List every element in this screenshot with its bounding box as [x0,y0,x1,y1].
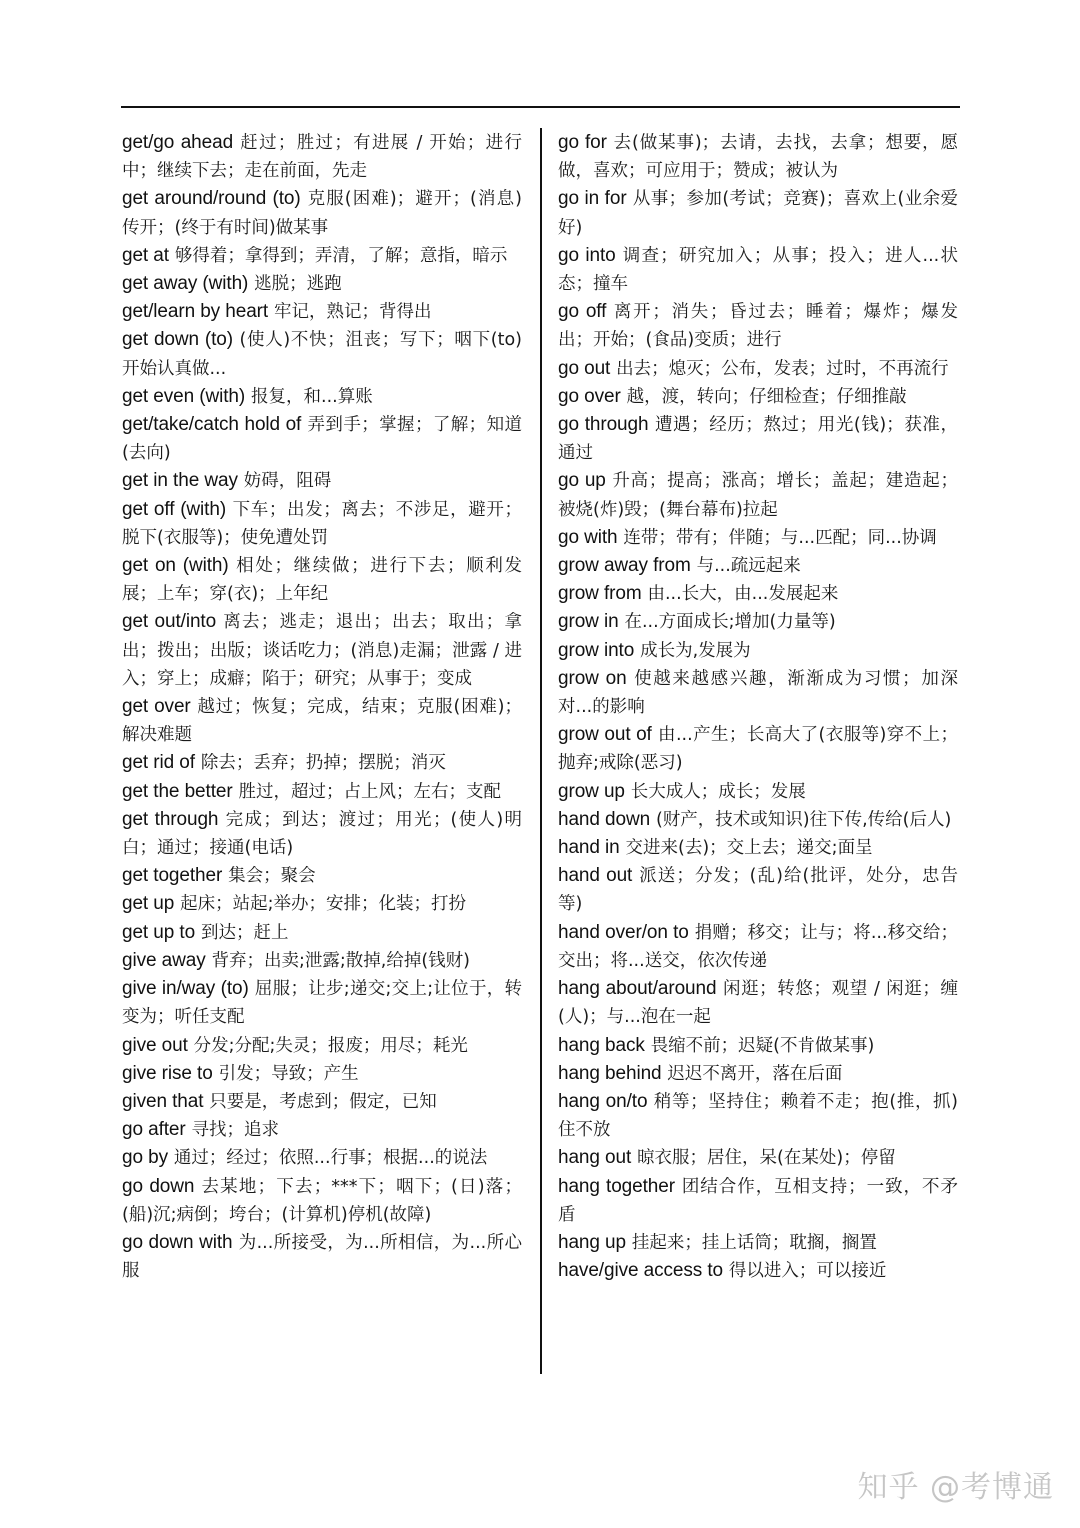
phrase-meaning: 到达；赶上 [200,922,289,943]
phrase-meaning: 挂起来；挂上话筒；耽搁，搁置 [631,1232,877,1253]
phrase-meaning: 由...产生；长高大了(衣服等)穿不上；抛弃;戒除(恶习) [558,725,958,774]
phrase-term: hang on/to [558,1090,648,1112]
phrase-term: grow up [558,780,625,802]
phrase-term: get over [122,696,191,718]
phrase-entry [122,1144,522,1172]
phrase-term: go down with [122,1231,233,1253]
phrase-term: go out [558,357,611,379]
phrase-meaning: 妨碍，阻碍 [243,471,332,492]
phrase-meaning: 为...所接受，为...所相信，为...所心服 [122,1232,522,1282]
phrase-entry [558,185,958,241]
phrase-entry [558,1173,958,1229]
phrase-entry [122,1088,522,1116]
phrase-term: go down [122,1175,195,1197]
phrase-meaning: 团结合作，互相支持；一致，不矛盾 [558,1176,958,1225]
phrase-term: hang up [558,1231,626,1253]
phrase-meaning: 报复，和...算账 [251,386,373,407]
phrase-term: grow on [558,667,627,689]
phrase-entry [122,129,522,185]
phrase-meaning: 牢记，熟记；背得出 [273,302,432,323]
phrase-term: get out/into [122,611,217,633]
phrase-entry [558,806,958,834]
phrase-term: get the better [122,780,233,802]
phrase-entry [558,467,958,523]
phrase-entry [558,411,958,467]
phrase-entry [122,1173,522,1229]
phrase-term: go into [558,244,616,266]
phrase-entry [122,1229,522,1285]
phrase-term: give rise to [122,1062,213,1084]
phrase-meaning: 遭遇；经历；熬过；用光(钱)；获准，通过 [558,415,959,464]
phrase-meaning: 畏缩不前；迟疑(不肯做某事) [650,1035,875,1056]
phrase-term: get/take/catch hold of [122,414,302,436]
phrase-entry [122,975,522,1031]
phrase-entry [122,496,522,552]
phrase-entry [558,355,958,383]
phrase-meaning: 赶过；胜过；有进展 / 开始；进行中；继续下去；走在前面，先走 [122,133,522,182]
phrase-term: give in/way (to) [122,978,249,1000]
phrase-entry [558,552,958,580]
phrase-meaning: 集会；聚会 [228,866,316,887]
phrase-entry [122,608,522,693]
phrase-entry [122,862,522,890]
phrase-term: go for [558,132,607,153]
phrase-entry [558,721,958,777]
phrase-meaning: 除去；丢弃；扔掉；摆脱；消灭 [200,753,446,774]
phrase-term: hand out [558,865,633,887]
phrase-term: give away [122,949,206,971]
phrase-term: have/give access to [558,1260,723,1282]
phrase-meaning: 弄到手；掌握；了解；知道(去向) [122,415,522,464]
phrase-term: get/learn by heart [122,301,269,323]
phrase-entry [558,608,958,636]
phrase-term: get away (with) [122,273,249,295]
phrase-meaning: 长大成人；成长；发展 [630,781,806,802]
top-rule [121,106,960,108]
phrase-meaning: 越，渡，转向；仔细检查；仔细推敲 [626,386,907,407]
phrase-term: go with [558,526,618,548]
phrase-meaning: 越过；恢复；完成，结束；克服(困难)；解决难题 [122,697,523,746]
phrase-term: get together [122,865,223,887]
phrase-term: get at [122,244,169,266]
phrase-entry [122,552,522,608]
phrase-meaning: 通过；经过；依照...行事；根据...的说法 [173,1148,488,1169]
phrase-entry [558,1060,958,1088]
phrase-entry [122,806,522,862]
phrase-meaning: 出去；熄灭；公布，发表；过时，不再流行 [616,358,949,379]
phrase-term: grow out of [558,724,652,746]
phrase-entry [558,298,958,354]
phrase-entry [122,298,522,326]
phrase-entry [558,580,958,608]
phrase-term: get rid of [122,752,195,774]
phrase-entry [122,270,522,298]
phrase-term: hang together [558,1175,675,1197]
phrase-term: hang about/around [558,978,717,1000]
phrase-term: grow from [558,583,642,605]
phrase-entry [558,1088,958,1144]
phrase-entry [558,242,958,298]
phrase-entry [558,637,958,665]
phrase-term: hang back [558,1034,645,1056]
phrase-entry [558,665,958,721]
phrase-meaning: 相处；继续做；进行下去；顺利发展；上车；穿(衣)；上年纪 [122,556,523,605]
phrase-entry [558,862,958,918]
phrase-term: hang behind [558,1062,662,1084]
phrase-meaning: 使越来越感兴趣，渐渐成为习惯；加深对...的影响 [558,668,958,718]
phrase-meaning: 完成；到达；渡过；用光；(使人)明白；通过；接通(电话) [122,809,522,859]
phrase-meaning: 胜过，超过；占上风；左右；支配 [238,781,501,802]
phrase-entry [122,947,522,975]
phrase-term: go over [558,385,621,407]
phrase-meaning: 与...疏远起来 [696,556,801,577]
phrase-meaning: 在...方面成长;增加(力量等) [624,612,836,633]
phrase-entry [558,129,958,185]
phrase-term: get/go ahead [122,132,234,153]
phrase-entry [122,890,522,918]
phrase-meaning: 离去；逃走；退出；出去；取出；拿出；拨出；出版；谈话吃力；(消息)走漏；泄露 / 进入；穿上；成癖；陷于；研究；从事于；变成 [122,612,522,689]
phrase-entry [558,919,958,975]
phrase-entry [558,975,958,1031]
phrase-entry [558,383,958,411]
phrase-term: get on (with) [122,555,229,577]
phrase-term: grow in [558,611,619,633]
phrase-term: go off [558,301,607,323]
phrase-term: hand in [558,837,620,859]
phrase-entry [122,1032,522,1060]
phrase-entry [122,1116,522,1144]
phrase-entry [122,693,522,749]
phrase-entry [122,467,522,495]
phrase-term: grow away from [558,555,691,577]
phrase-term: hand over/on to [558,921,689,943]
phrase-entry [122,411,522,467]
phrase-meaning: (财产，技术或知识)往下传,传给(后人) [655,809,952,830]
phrase-meaning: 起床；站起;举办；安排；化装；打扮 [180,894,467,915]
phrase-meaning: 逃脱；逃跑 [254,274,342,295]
phrase-term: go in for [558,188,627,210]
phrase-entry [558,834,958,862]
phrase-term: grow into [558,639,635,661]
column-divider [540,128,542,1374]
phrase-meaning: 克服(困难)；避开；(消息)传开；(终于有时间)做某事 [122,189,522,238]
phrase-entry [558,1229,958,1257]
phrase-meaning: 去(做某事)；去请，去找，去拿；想要，愿做，喜欢；可应用于；赞成；被认为 [558,133,958,182]
phrase-term: go after [122,1119,186,1141]
phrase-term: go by [122,1147,168,1169]
phrase-meaning: (使人)不快；沮丧；写下；咽下(to)开始认真做... [122,330,522,379]
phrase-entry [122,185,522,241]
phrase-meaning: 捐赠；移交；让与；将...移交给；交出；将...送交，依次传递 [558,922,958,971]
phrase-meaning: 下车；出发；离去；不涉足，避开；脱下(衣服等)；使免遭处罚 [122,499,523,548]
phrase-term: hand down [558,808,651,830]
phrase-entry [122,242,522,270]
phrase-meaning: 迟迟不离开，落在后面 [667,1063,843,1084]
phrase-term: get in the way [122,470,238,492]
phrase-meaning: 只要是，考虑到；假定，已知 [209,1091,437,1112]
phrase-entry [122,326,522,382]
phrase-entry [122,919,522,947]
phrase-term: get around/round (to) [122,188,301,210]
phrase-meaning: 成长为,发展为 [640,640,751,661]
phrase-meaning: 够得着；拿得到；弄清，了解；意指，暗示 [174,245,508,266]
phrase-term: get up [122,893,175,915]
phrase-term: get through [122,808,219,830]
phrase-meaning: 背弃；出卖;泄露;散掉,给掉(钱财) [211,950,470,971]
phrase-meaning: 离开；消失；昏过去；睡着；爆炸；爆发出；开始；(食品)变质；进行 [558,302,958,351]
phrase-entry [558,524,958,552]
phrase-meaning: 调查；研究加入；从事；投入；进人...状态；撞车 [558,245,958,295]
phrase-meaning: 派送；分发；(乱)给(批评，处分，忠告等) [558,866,958,915]
phrase-term: given that [122,1090,204,1112]
phrase-meaning: 从事；参加(考试；竞赛)；喜欢上(业余爱好) [558,189,958,238]
phrase-term: go up [558,470,606,492]
phrase-term: hang out [558,1147,632,1169]
phrase-term: get up to [122,921,196,943]
phrase-term: get off (with) [122,498,227,520]
phrase-entry [558,1032,958,1060]
phrase-term: get down (to) [122,329,233,351]
phrase-term: get even (with) [122,385,246,407]
phrase-entry [558,1257,958,1285]
phrase-meaning: 由...长大，由...发展起来 [647,584,839,605]
phrase-entry [122,1060,522,1088]
phrase-entry [122,778,522,806]
phrase-meaning: 连带；带有；伴随；与...匹配；同...协调 [623,527,937,548]
phrase-meaning: 屈服；让步;递交;交上;让位于，转变为；听任支配 [122,979,523,1028]
left-column [122,129,522,1285]
phrase-meaning: 引发；导致；产生 [218,1063,359,1084]
phrase-meaning: 闲逛；转悠；观望 / 闲逛；缠(人)；与...泡在一起 [558,979,958,1028]
phrase-entry [122,749,522,777]
phrase-meaning: 晾衣服；居住，呆(在某处)；停留 [637,1148,896,1169]
phrase-term: go through [558,414,649,436]
phrase-meaning: 交进来(去)；交上去；递交;面呈 [625,838,873,859]
watermark: 知乎 @考博通 [857,1470,1054,1505]
phrase-meaning: 分发;分配;失灵；报废；用尽；耗光 [193,1035,468,1056]
phrase-meaning: 去某地；下去；***下；咽下；(日)落；(船)沉;病倒；垮台；(计算机)停机(故障) [122,1176,523,1225]
phrase-meaning: 寻找；追求 [191,1120,280,1141]
phrase-meaning: 得以进入；可以接近 [728,1261,887,1282]
phrase-entry [558,778,958,806]
phrase-meaning: 稍等；坚持住；赖着不走；抱(推，抓)住不放 [558,1091,958,1141]
phrase-meaning: 升高；提高；涨高；增长；盖起；建造起；被烧(炸)毁；(舞台幕布)拉起 [558,471,958,520]
phrase-term: give out [122,1034,188,1056]
right-column [558,129,958,1285]
phrase-entry [558,1144,958,1172]
phrase-entry [122,383,522,411]
